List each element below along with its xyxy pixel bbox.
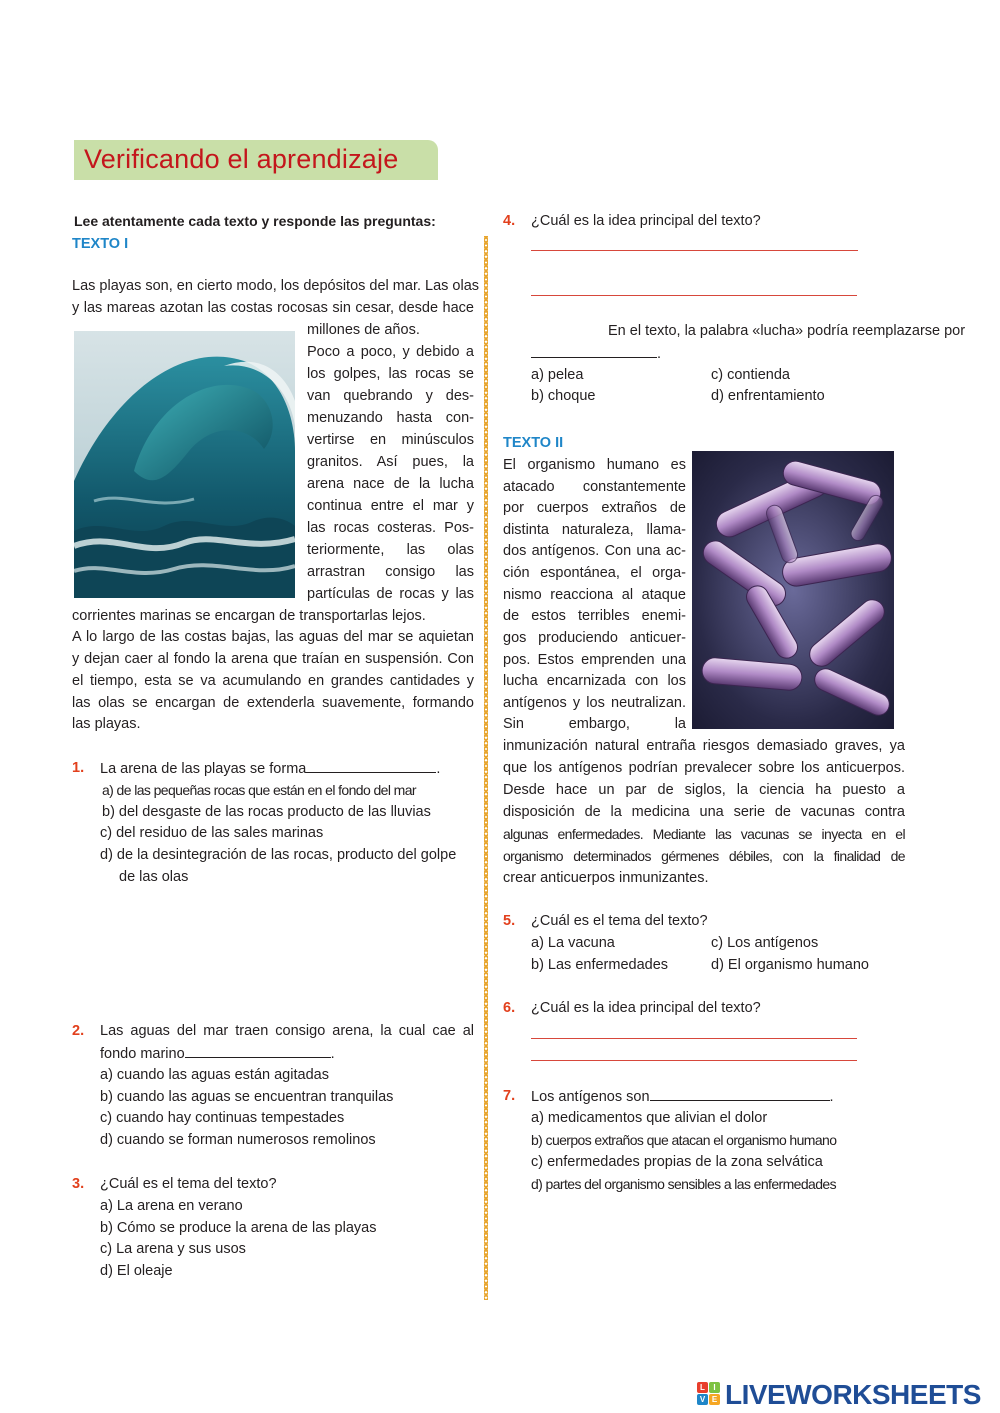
q2-text2: fondo marino [100,1046,185,1062]
q7-option-c[interactable]: c) enfermedades propias de la zona selvática [531,1154,823,1170]
text-line: las rocas costeras. Pos- [307,520,474,536]
q5-option-d[interactable]: d) El organismo humano [711,957,869,973]
texto1-heading: TEXTO I [72,236,129,252]
q2-option-a[interactable]: a) cuando las aguas están agitadas [100,1067,329,1083]
wave-image [74,331,295,598]
text-line: partículas de rocas y las [307,586,474,602]
text-line: inmunización natural entraña riesgos demasiado graves, ya [503,738,905,754]
text-line: A lo largo de las costas bajas, las aguas del mar se aquietan [72,629,474,645]
q3-option-b[interactable]: b) Cómo se produce la arena de las playas [100,1220,377,1236]
text-line: las olas se encargan de extenderla suavemente, formando [72,695,474,711]
q-lucha-answer-blank[interactable] [531,343,657,358]
q4-number: 4. [503,213,516,229]
q1-answer-blank[interactable] [306,758,436,773]
q7-question [531,1086,834,1109]
text-line: distinta naturaleza, llama- [503,522,686,538]
q6-answer-line-1[interactable] [531,1038,857,1039]
q6-answer-line-2[interactable] [531,1060,857,1061]
q4-answer-line-2[interactable] [531,295,857,296]
logo-text: LIVEWORKSHEETS [725,1379,981,1410]
q2-number: 2. [72,1023,85,1039]
text-line: y las mareas azotan las costas rocosas sin cesar, desde hace [72,300,474,316]
text-line: Las playas son, en cierto modo, los depósitos del mar. Las olas [72,278,480,294]
text-line: continua entre el mar y [307,498,474,514]
column-divider [484,236,488,1300]
q-lucha-blank-line [531,343,661,366]
text-line: pos. Estos emprenden una [503,652,686,668]
text-line: lucha encarnizada con los [503,673,686,689]
q1-option-d-cont: de las olas [119,869,189,885]
q1-question [100,758,440,781]
text-line: millones de años. [307,322,420,338]
title-banner [74,140,438,180]
text-line: dos antígenos. Con una ac- [503,543,686,559]
text-line: arrastran consigo las [307,564,474,580]
q5-number: 5. [503,913,516,929]
q5-option-b[interactable]: b) Las enfermedades [531,957,669,973]
text-line: las playas. [72,716,141,732]
text-line: disposición de la medicina una serie de vacunas contra [503,804,905,820]
q3-option-a[interactable]: a) La arena en verano [100,1198,243,1214]
text-line: menuzando hasta con- [307,410,474,426]
text-line: teriormente, las olas [307,542,474,558]
texto2-heading: TEXTO II [503,435,564,451]
page-title: Verificando el aprendizaje [84,144,399,174]
text-line: organismo determinados gérmenes débiles, con la finalidad de [503,848,905,864]
text-line: que los antígenos podrían prevalecer sobre los anticuerpos. [503,760,905,776]
text-line: el tiempo, esta se va acumulando en grandes cantidades y [72,673,474,689]
q2-end: . [330,1046,335,1062]
text-line: gos produciendo anticuer- [503,630,686,646]
q6-number: 6. [503,1000,516,1016]
q1-option-a[interactable]: a) de las pequeñas rocas que están en el fondo del mar [102,782,416,798]
q7-text: Los antígenos son [531,1089,650,1105]
text-line: algunas enfermedades. Mediante las vacunas se inyecta en el [503,826,905,842]
q3-number: 3. [72,1176,85,1192]
q2-question-cont [100,1043,335,1066]
text-line: granitos. Así pues, la [307,454,474,470]
text-line: El organismo humano es [503,457,686,473]
q7-end: . [829,1089,834,1105]
q5-option-c[interactable]: c) Los antígenos [711,935,819,951]
text-line: van quebrando y des- [307,388,474,404]
text-line: de estos terribles enemi- [503,608,686,624]
text-line: ción espontánea, el orga- [503,565,686,581]
q1-number: 1. [72,760,85,776]
q1-option-c[interactable]: c) del residuo de las sales marinas [100,825,324,841]
q7-option-a[interactable]: a) medicamentos que alivian el dolor [531,1110,768,1126]
q1-end: . [436,761,441,777]
text-line: antígenos y los neutralizan. [503,695,686,711]
text-line: Desde hace un par de siglos, la ciencia ha puesto a [503,782,905,798]
q3-option-c[interactable]: c) La arena y sus usos [100,1241,246,1257]
q-lucha-end: . [657,346,662,362]
q5-text: ¿Cuál es el tema del texto? [531,913,708,929]
q7-option-b[interactable]: b) cuerpos extraños que atacan el organismo humano [531,1132,837,1148]
q-lucha-option-d[interactable]: d) enfrentamiento [711,388,825,404]
q1-option-d[interactable]: d) de la desintegración de las rocas, producto del golpe [100,847,457,863]
text-line: vertirse en minúsculos [307,432,474,448]
instructions: Lee atentamente cada texto y responde las preguntas: [74,213,436,229]
q2-text: Las aguas del mar traen consigo arena, la cual cae al [100,1023,474,1039]
q2-option-b[interactable]: b) cuando las aguas se encuentran tranquilas [100,1089,394,1105]
q7-number: 7. [503,1088,516,1104]
text-line: arena nace de la lucha [307,476,474,492]
bacteria-image [692,451,894,729]
q2-answer-blank[interactable] [185,1043,331,1058]
q4-answer-line-1[interactable] [531,250,858,251]
text-line: Poco a poco, y debido a [307,344,474,360]
text-line: los golpes, las rocas se [307,366,474,382]
logo-grid-icon: L I V E [697,1382,721,1406]
q-lucha-option-b[interactable]: b) choque [531,388,596,404]
q7-option-d[interactable]: d) partes del organismo sensibles a las enfermedades [531,1176,836,1192]
q5-option-a[interactable]: a) La vacuna [531,935,615,951]
q-lucha-option-c[interactable]: c) contienda [711,367,790,383]
wave-illustration [74,331,295,598]
q1-text: La arena de las playas se forma [100,761,307,777]
q4-text: ¿Cuál es la idea principal del texto? [531,213,761,229]
q2-option-c[interactable]: c) cuando hay continuas tempestades [100,1110,345,1126]
q7-answer-blank[interactable] [650,1086,830,1101]
q2-option-d[interactable]: d) cuando se forman numerosos remolinos [100,1132,376,1148]
text-line: por cuerpos extraños de [503,500,686,516]
text-line: atacado constantemente [503,479,686,495]
text-line: y dejan caer al fondo la arena que traían en suspensión. Con [72,651,474,667]
q3-option-d[interactable]: d) El oleaje [100,1263,173,1279]
text-line: crear anticuerpos inmunizantes. [503,870,709,886]
bacteria-illustration [692,451,894,729]
q6-text: ¿Cuál es la idea principal del texto? [531,1000,761,1016]
q1-option-b[interactable]: b) del desgaste de las rocas producto de las lluvias [102,804,431,820]
text-line: nismo reacciona al ataque [503,587,686,603]
text-line: Sin embargo, la [503,716,686,732]
q-lucha-text: En el texto, la palabra «lucha» podría reemplazarse por [608,323,966,339]
q-lucha-option-a[interactable]: a) pelea [531,367,584,383]
text-line: corrientes marinas se encargan de transportarlas lejos. [72,608,426,624]
q3-text: ¿Cuál es el tema del texto? [100,1176,277,1192]
